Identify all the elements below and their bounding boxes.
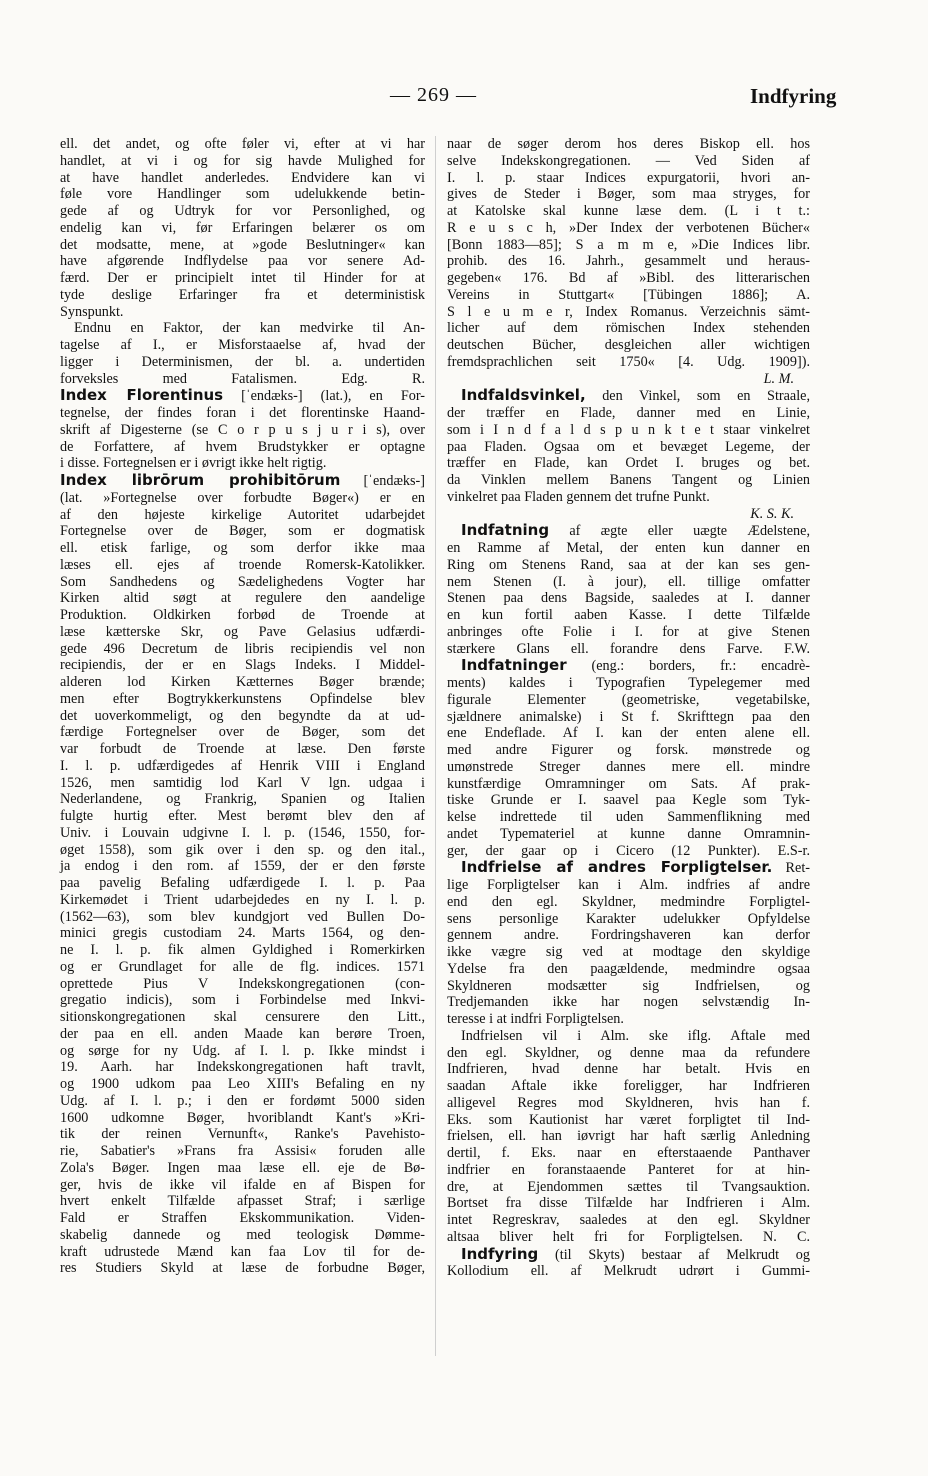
text-line [447,439,810,456]
page-header [60,84,837,114]
text-line [60,354,425,371]
entry-headword: Indfatning [461,521,550,540]
text-line [447,742,810,759]
text-line [60,1059,425,1076]
line-text: end den egl. Skyldner, medmindre Forpligtel- [447,893,810,910]
text-line [60,203,425,220]
text-line [60,1093,425,1110]
line-text: alderen lod Kirken Kætternes Bøger brænde; [60,674,425,690]
text-line [60,1193,425,1210]
line-text: da Vinklen mellem Banens Tangent og Linien [447,472,810,488]
line-text: ene Endeflade. Af I. kan der enten alene ell. [447,725,810,742]
text-line [447,1061,810,1078]
text-line [447,759,810,776]
text-line [447,624,810,641]
text-line [447,944,810,961]
line-text: af den højeste kirkelige Autoritet udarbejdet [60,506,425,523]
line-text: (lat. »Fortegnelse over forbudte Bøger«) er en [60,489,425,506]
line-text: dre, at Ejendommen sættes til Tvangsauktion. [447,1178,810,1195]
line-text: selve Indekskongregationen. — Ved Siden af [447,152,810,169]
text-line [60,270,425,287]
text-line [60,507,425,524]
entry-headword: Indfatninger [461,656,567,675]
text-line [447,978,810,995]
text-line [60,842,425,859]
right-column [447,136,810,1280]
line-text: Ring om Stenens Rand, saa at der kan ses gen- [447,556,810,573]
text-line [60,959,425,976]
text-line [447,422,810,439]
text-line [60,909,425,926]
line-text: at have handlet anderledes. Endvidere kan vi [60,169,425,186]
line-text: der træffer en Flade, danner med en Linie, [447,405,810,421]
line-text: figurale Elementer (geometriske, vegetabilske, [447,691,810,708]
text-line [60,490,425,507]
line-text: gede 496 Decretum de libris recipiendis vel non [60,640,425,657]
line-text: endelig kan vi, før Erfaringen belærer os om [60,219,425,236]
line-text: [Bonn 1883—85]; S a m m e, »Die Indices libr. [447,236,810,253]
text-line [447,1246,810,1264]
text-line [447,270,810,287]
text-line [60,691,425,708]
author-signature: K. S. K. [750,505,794,522]
text-line [447,320,810,337]
text-line [60,607,425,624]
line-text: med andre Figurer og forsk. mønstrede og [447,742,810,758]
line-text: der paa en ell. anden Maade kan berøre Troen, [60,1025,425,1042]
text-line [447,1011,810,1028]
line-text: tiske Grunde er I. saavel paa Kegle som Tyk- [447,792,810,809]
text-line [60,1160,425,1177]
text-line [447,877,810,894]
line-text: af ægte eller uægte Ædelstene, [549,523,810,540]
line-text: Udg. af I. l. p.; i den er fordømt 5000 siden [60,1092,425,1109]
entry-headword: Index librōrum prohibitōrum [60,471,341,489]
text-line [60,825,425,842]
text-line [447,455,810,472]
text-line [447,859,810,877]
text-line [447,387,810,405]
line-text: S l e u m e r, Index Romanus. Verzeichnis sämt- [447,303,810,320]
text-line [60,153,425,170]
line-text: kunstfærdige Omramninger om Sats. Af prak- [447,775,810,792]
text-line [447,1112,810,1129]
line-text: (til Skyts) bestaar af Melkrudt og [538,1246,810,1263]
page-number: — 269 — [390,84,477,106]
text-line [60,942,425,959]
line-text: Indfrieren, hvad denne har betalt. Hvis en [447,1061,810,1078]
text-line [60,708,425,725]
line-text: altsaa bliver helt fri for Forpligtelsen. N. C. [447,1228,810,1245]
line-text: gede af og Udtryk for vor Personlighed, og [60,203,425,219]
line-text: de Forfattere, af hvem Brudstykker er optagne [60,438,425,455]
line-text: teresse i at indfri Forpligtelsen. [447,1011,624,1027]
line-text: Ydelse fra den paagældende, medmindre ogsaa [447,960,810,977]
line-text: R e u s c h, »Der Index der verbotenen Bücher« [447,219,810,236]
line-text: ikke vægre sig ved at modtage den skyldige [447,944,810,960]
text-line [447,994,810,1011]
line-text: en kun fortil aaben Kasse. I dette Tilfælde [447,607,810,623]
text-line [447,203,810,220]
text-line [60,337,425,354]
line-text: den egl. Skyldner, og denne maa da refundere [447,1044,810,1061]
text-line [447,1162,810,1179]
line-text: minici gregis custodiam 24. Marts 1564, og den- [60,925,425,942]
line-text: gives de Steder i Bøger, som maa stryges, for [447,186,810,203]
text-line [447,1078,810,1095]
text-line [60,775,425,792]
line-text: øget 1558), som gik over i den sp. og den ital., [60,841,425,858]
line-text: alligevel Regres mod Skyldneren, hvis han f. [447,1094,810,1111]
text-line [447,557,810,574]
left-column [60,136,425,1277]
line-text: tegnelse, der findes foran i det florentinske Haand- [60,405,425,421]
line-text: Stenen paa dens Bagside, saaledes at I. danner [447,590,810,607]
line-text: Nederlandene, og Frankrig, Spanien og Italien [60,791,425,808]
line-text: ger, hvis de ikke vil ifalde en af Bispen for [60,1176,425,1193]
line-text: paa pavelig Befaling udfærdigede I. l. p. Paa [60,875,425,891]
text-line [60,422,425,439]
line-text: Kirken altid søgt at regulere den aandelige [60,590,425,607]
text-line [60,992,425,1009]
text-line [60,741,425,758]
line-text: ell. det andet, og ofte føler vi, efter at vi har [60,136,425,152]
text-line [60,220,425,237]
entry-headword: Indfrielse af andres Forpligtelser. [461,858,773,877]
text-line [60,1110,425,1127]
text-line [60,657,425,674]
entry-headword: Index Florentinus [60,386,224,405]
text-line [60,304,425,321]
line-text: føle vore Handlinger som udelukkende betin- [60,186,425,203]
line-text: (1562—63), som blev kundgjort ved Bullen Do- [60,908,425,925]
text-line [60,557,425,574]
text-line [60,1143,425,1160]
text-line [60,1126,425,1143]
line-text: og er Grundlaget for alle de flg. indices. 1571 [60,958,425,975]
line-text: I. l. p. staar Indices expurgatorii, hvori an- [447,169,810,186]
text-line [60,439,425,456]
line-text: andet Typemateriel at kunne danne Omramnin- [447,825,810,842]
text-line [60,1009,425,1026]
line-text: vinkelret paa Fladen gennem det trufne Punkt. [447,488,710,505]
text-line [60,791,425,808]
text-line [60,858,425,875]
text-line [60,574,425,591]
line-text: i disse. Fortegnelsen er i øvrigt ikke helt rigtig. [60,455,327,472]
text-line [447,304,810,321]
text-line [60,405,425,422]
text-line [60,925,425,942]
line-text: sens personlige Karakter udelukker Opfyldelse [447,910,810,927]
line-text: men efter Bogtrykkerkunstens Opfindelse blev [60,690,425,707]
text-line [60,540,425,557]
text-line [447,186,810,203]
text-line [447,776,810,793]
line-text: læse kætterske Skr, og Pave Gelasius udfærdi- [60,623,425,640]
text-line [60,1227,425,1244]
line-text: var forbudt de Troende at læse. Den første [60,741,425,757]
line-text: deutschen Bücher, desgleichen aller wichtigen [447,337,810,353]
text-line [60,641,425,658]
text-line [447,337,810,354]
text-line [447,809,810,826]
line-text: Zola's Bøger. Ingen maa læse ell. eje de Bø- [60,1159,425,1176]
text-line [60,523,425,540]
text-line [60,758,425,775]
line-text: ger, der gaar op i Cicero (12 Punkter). E.S-r. [447,842,810,859]
text-line [60,287,425,304]
line-text: Bortset fra disse Tilfælde har Indfrieren i Alm. [447,1195,810,1212]
text-line [447,1145,810,1162]
text-line [447,961,810,978]
text-line [447,725,810,742]
line-text: saadan Aftale ikke foreligger, har Indfrieren [447,1078,810,1094]
line-text: Ret- [772,860,810,877]
line-text: ja endog i den rom. af 1559, der er den første [60,858,425,875]
text-line [60,387,425,405]
line-text: Univ. i Louvain udgivne I. l. p. (1546, 1550, for- [60,824,425,841]
line-text: Endnu en Faktor, der kan medvirke til An- [74,320,425,337]
text-line [447,489,810,506]
line-text: gegeben« 176. Bd af »Bibl. des litterarischen [447,270,810,286]
line-text: handlet, at vi i og for sig havde Mulighed for [60,152,425,169]
line-text: nem Stenen (I. à jour), ell. tillige omfatter [447,573,810,590]
line-text: indfrier en foranstaaende Panteret for at hin- [447,1161,810,1178]
line-text: Kirkemødet i Trient udarbejdedes en ny I. l. p. [60,891,425,908]
text-line [447,153,810,170]
text-line [60,320,425,337]
line-text: læses ell. ejes af troende Romersk-Katolikker. [60,556,425,573]
line-text: færd. Der er principielt intet til Hinder for at [60,270,425,286]
author-signature: L. M. [763,370,794,387]
line-text: prohib. des 16. Jahrh., gesammelt und heraus- [447,253,810,270]
line-text: have afgørende Indflydelse paa vor senere Ad- [60,253,425,270]
line-text: og sørge for ny Udg. af I. l. p. Ikke mindst i [60,1042,425,1059]
line-text: Tredjemanden ikke har nogen selvstændig In- [447,994,810,1011]
text-line [447,1045,810,1062]
text-line [60,136,425,153]
line-text: paa Fladen. Ogsaa om et bevæget Legeme, der [447,438,810,455]
line-text: Vereins in Stuttgart« [Tübingen 1886]; A. [447,286,810,303]
text-line [447,472,810,489]
line-text: ments) kaldes i Typografien Typelegemer med [447,675,810,691]
line-text: færdige Fortegnelser over de Bøger, som det [60,724,425,741]
text-line [447,237,810,254]
text-line [60,371,425,388]
text-line [447,607,810,624]
line-text: sitionskongregationen skal censurere den Litt., [60,1009,425,1025]
line-text: Indfrielsen vil i Alm. ske iflg. Aftale med [461,1027,810,1044]
line-text: ell. etisk farlige, og som derfor ikke maa [60,540,425,556]
text-line [447,927,810,944]
text-line [60,892,425,909]
line-text: dertil, f. Eks. naar en efterstaaende Panthaver [447,1145,810,1161]
line-text: stærkere Glans ell. forandre dens Farve. F.W. [447,640,810,657]
line-text: skabelig dannede og med teologisk Dømme- [60,1226,425,1243]
line-text: [ˈendæks-] [340,473,425,489]
line-text: sjældnere animalske) i St f. Skrifttegn paa den [447,708,810,725]
text-line [447,641,810,658]
text-line [447,220,810,237]
line-text: det uoverkommeligt, og den begyndte da at ud- [60,707,425,724]
text-line [447,590,810,607]
text-line [60,875,425,892]
line-text: og 1900 udkom paa Leo XIII's Befaling en ny [60,1076,425,1092]
line-text: Eks. som Kautionist har været forpligtet til Ind- [447,1111,810,1128]
line-text: Som Sandhedens og Sædelighedens Vogter har [60,573,425,590]
text-line [447,894,810,911]
line-text: naar de søger derom hos deres Biskop ell. hos [447,136,810,152]
text-line [447,657,810,675]
line-text: rie, Sabatier's »Frans fra Assisi« foruden alle [60,1143,425,1159]
text-line [447,574,810,591]
text-line [447,522,810,540]
line-text: anbringes ofte Folie i I. for at give Stenen [447,623,810,640]
line-text: Synspunkt. [60,303,124,320]
line-text: I. l. p. udfærdigedes af Henrik VIII i England [60,757,425,774]
text-line [60,455,425,472]
line-text: Kollodium ell. af Melkrudt udrørt i Gummi- [447,1263,810,1280]
line-text: 1600 udkomne Bøger, hvoriblandt Kant's »Kri- [60,1109,425,1126]
text-line [447,692,810,709]
column-divider [435,136,436,1356]
line-text: Fald er Straffen Ekskommunikation. Viden- [60,1210,425,1226]
text-line [447,709,810,726]
text-line [60,808,425,825]
text-line [60,1177,425,1194]
line-text: gregatio indicis), som i Forbindelse med Inkvi- [60,992,425,1009]
line-text: ne I. l. p. fik almen Gyldighed i Romerkirken [60,942,425,958]
text-line [447,826,810,843]
text-line [60,1026,425,1043]
text-line [447,253,810,270]
text-line [447,1128,810,1145]
line-text: oprettede Pius V Indekskongregationen (con- [60,975,425,992]
text-line [60,186,425,203]
line-text: tik der reinen Vernunft«, Ranke's Pavehisto- [60,1126,425,1143]
text-line [60,976,425,993]
line-text: umønstrede Streger dannes mere ell. mindre [447,758,810,775]
line-text: træffer en Flade, kan Ordet I. bruges og bet. [447,455,810,472]
line-text: recipiendis, der er en Slags Indeks. I Middel- [60,657,425,674]
line-text: en Ramme af Metal, der enten kun danner en [447,540,810,556]
text-line [60,253,425,270]
text-line [60,590,425,607]
line-text: fulgte hurtig efter. Mest berømt blev den af [60,808,425,824]
line-text: hvert enkelt Tilfælde afpasset Straf; i særlige [60,1193,425,1210]
line-text: frielsen, ell. han iøvrigt har haft særlig Anledning [447,1128,810,1145]
line-text: licher auf dem römischen Index stehenden [447,320,810,337]
text-line [447,1212,810,1229]
line-text: som i I n d f a l d s p u n k t e t staar vinkelret [447,421,810,438]
text-line [447,1095,810,1112]
text-line [60,1210,425,1227]
line-text: intet Regreskrav, saaledes at den egl. Skyldner [447,1212,810,1228]
line-text: tyde deslige Erfaringer fra et deterministisk [60,286,425,303]
text-line [447,136,810,153]
text-line [447,1028,810,1045]
line-text: ligger i Determinismen, der bl. a. undertiden [60,353,425,370]
line-text: at Katolske skal kunne læse dem. (L i t t.: [447,203,810,219]
line-text: fremdsprachlichen seit 1750« [4. Udg. 1909]). [447,353,810,370]
line-text: 19. Aarh. har Indekskongregationen haft travlt, [60,1059,425,1076]
line-text: (eng.: borders, fr.: encadrè- [566,658,810,675]
line-text: gennem andre. Fordringshaveren kan derfor [447,927,810,944]
text-line [60,1260,425,1277]
text-line [447,540,810,557]
text-line [60,170,425,187]
line-text: forveksles med Fatalismen. Edg. R. [60,370,425,387]
line-text: kraft udrustede Mænd kan faa Lov til for de- [60,1243,425,1260]
text-line [447,675,810,692]
text-line [447,911,810,928]
entry-headword: Indfyring [461,1244,539,1263]
line-text: tagelse af I., er Misforstaaelse af, hvad der [60,337,425,353]
text-line [447,1179,810,1196]
line-text: Fortegnelse over de Bøger, som er dogmatisk [60,523,425,540]
line-text: Skyldneren modsætter sig Indfrielsen, og [447,977,810,994]
text-line [447,287,810,304]
text-line [60,1076,425,1093]
entry-headword: Indfaldsvinkel, [461,386,586,405]
line-text: den Vinkel, som en Straale, [585,388,810,405]
text-line [447,1263,810,1280]
line-text: 1526, men samtidig lod Karl V lgn. udgaa i [60,774,425,791]
line-text: kelse indrettede til uden Sammenflikning med [447,809,810,825]
text-line [447,1195,810,1212]
text-line [60,472,425,490]
text-line [60,1043,425,1060]
text-line [60,624,425,641]
text-line [60,1244,425,1261]
text-line [447,792,810,809]
line-text: res Studiers Skyld at læse de forbudne Bøger, [60,1260,425,1277]
text-line [447,405,810,422]
text-line [447,170,810,187]
line-text: [ˈendæks-] (lat.), en For- [223,388,425,405]
line-text: det modsatte, mene, at »gode Beslutninger« kan [60,236,425,253]
text-line [447,843,810,860]
text-line [447,1229,810,1246]
text-line [447,354,810,371]
text-line [60,674,425,691]
line-text: lige Forpligtelser kan i Alm. indfries af andre [447,877,810,893]
text-line [60,237,425,254]
text-line [60,724,425,741]
line-text: skrift af Digesterne (se C o r p u s j u r i s), over [60,421,425,438]
running-head: Indfyring [750,84,837,108]
line-text: Produktion. Oldkirken forbød de Troende at [60,607,425,623]
